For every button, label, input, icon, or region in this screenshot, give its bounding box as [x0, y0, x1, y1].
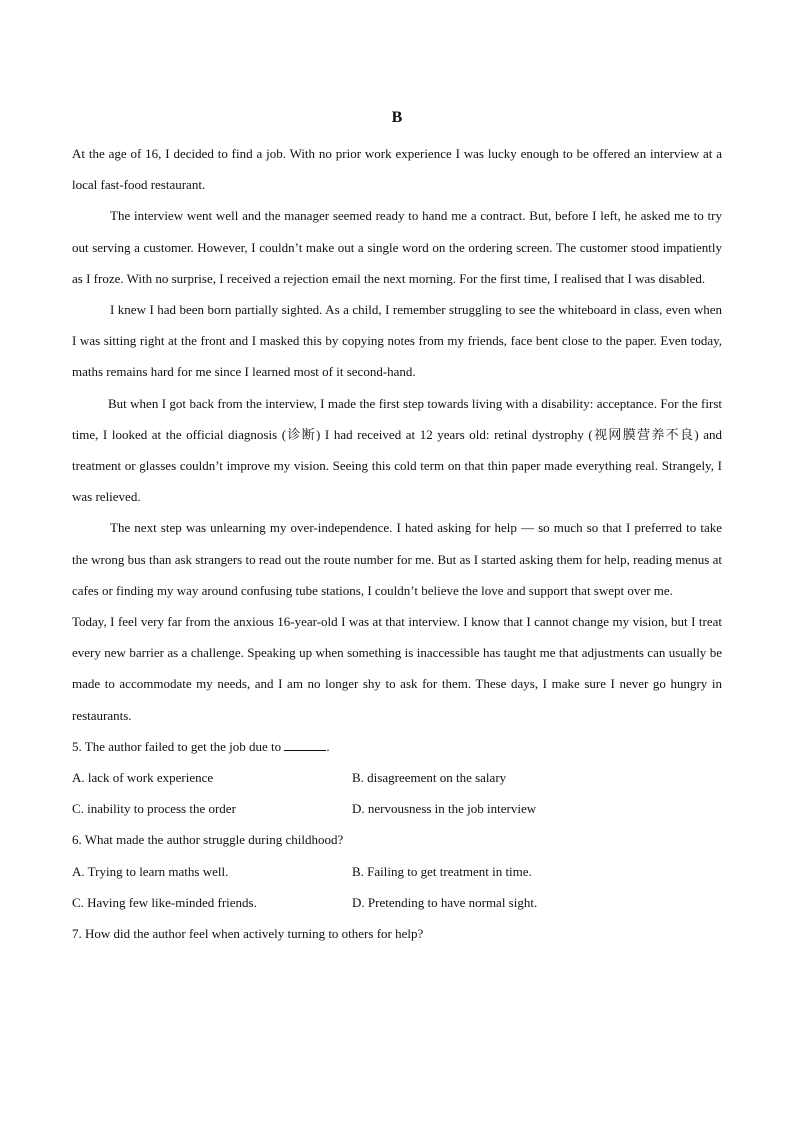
question-6-options-row-2	[72, 887, 722, 918]
passage-and-questions	[72, 138, 722, 949]
option-d: D. Pretending to have normal sight.	[352, 894, 538, 910]
question-5-options-row-1	[72, 762, 722, 793]
option-a: A. lack of work experience	[72, 770, 214, 786]
paragraph-4: But when I got back from the interview, I made the first step towards living with a disability: acceptance. For the first time, I looked at the official diagnosis (诊断) I had received at 12 years old: retinal dystrophy (视网膜营养不良) and treatment or glasses couldn’t improve my vision. Seeing this cold term on that thin paper made everything real. Strangely, I was relieved.	[72, 395, 722, 505]
question-5	[72, 731, 722, 762]
answer-blank	[284, 738, 326, 751]
question-6: 6. What made the author struggle during childhood?	[72, 832, 344, 848]
paragraph-1: At the age of 16, I decided to find a job. With no prior work experience I was lucky enough to be offered an interview at a local fast-food restaurant.	[72, 146, 722, 193]
option-c: C. inability to process the order	[72, 801, 236, 817]
option-b: B. disagreement on the salary	[352, 770, 507, 786]
question-5-options-row-2	[72, 793, 722, 824]
section-title: B	[391, 109, 403, 126]
paragraph-5: The next step was unlearning my over-independence. I hated asking for help — so much so that I preferred to take the wrong bus than ask strangers to read out the route number for me. But as I started asking them for help, reading menus at cafes or finding my way around confusing tube stations, I couldn’t believe the love and support that swept over me.	[72, 520, 722, 598]
paragraph-3: I knew I had been born partially sighted. As a child, I remember struggling to see the whiteboard in class, even when I was sitting right at the front and I masked this by copying notes from my friends, face bent close to the paper. Even today, maths remains hard for me since I learned most of it second-hand.	[72, 302, 722, 380]
question-5-stem-end: .	[326, 738, 330, 754]
question-6-options-row-1	[72, 856, 722, 887]
paragraph-2: The interview went well and the manager seemed ready to hand me a contract. But, before I left, he asked me to try out serving a customer. However, I couldn’t make out a single word on the ordering screen. The customer stood impatiently as I froze. With no surprise, I received a rejection email the next morning. For the first time, I realised that I was disabled.	[72, 208, 722, 286]
paragraph-6: Today, I feel very far from the anxious 16-year-old I was at that interview. I know that I cannot change my vision, but I treat every new barrier as a challenge. Speaking up when something is inaccessible has taught me that adjustments can usually be made to accommodate my needs, and I am no longer shy to ask for them. These days, I make sure I never go hungry in restaurants.	[72, 614, 722, 723]
option-b: B. Failing to get treatment in time.	[352, 863, 532, 879]
question-7: 7. How did the author feel when actively turning to others for help?	[72, 926, 424, 942]
option-a: A. Trying to learn maths well.	[72, 863, 229, 879]
option-d: D. nervousness in the job interview	[352, 801, 537, 817]
question-5-stem: 5. The author failed to get the job due to	[72, 738, 282, 754]
option-c: C. Having few like-minded friends.	[72, 894, 257, 910]
